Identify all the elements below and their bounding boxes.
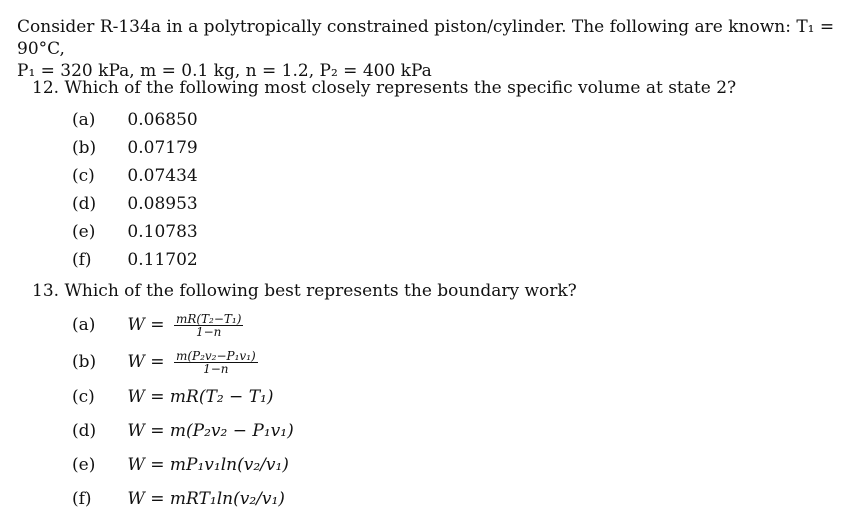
option-value: 0.10783 [127,222,198,242]
q12-option-f [72,250,198,270]
q12-option-a [72,110,198,130]
option-label: (d) [72,194,97,214]
option-value: 0.07179 [127,138,198,158]
option-value: 0.07434 [127,166,198,186]
option-lhs: W = [127,315,165,335]
option-label: (e) [72,222,96,242]
q13-option-f [72,489,285,509]
option-value: W = mR(T₂ − T₁) [127,387,274,407]
option-lhs: W = [127,352,165,372]
option-label: (e) [72,455,96,475]
q12-option-e [72,222,198,242]
fraction-numerator: mR(T₂−T₁) [175,312,242,326]
q12-option-d [72,194,198,214]
fraction-denominator: 1−n [195,325,222,339]
option-label: (a) [72,315,96,335]
fraction [174,313,243,338]
q13-option-d [72,421,294,441]
problem-line-2: P₁ = 320 kPa, m = 0.1 kg, n = 1.2, P₂ = 400 kPa [17,61,432,81]
question-12: 12. Which of the following most closely represents the specific volume at state 2? [32,78,737,98]
fraction [174,350,258,375]
problem-statement [17,16,847,82]
option-label: (d) [72,421,97,441]
option-value: W = mRT₁ln(v₂/v₁) [127,489,285,509]
option-label: (c) [72,387,95,407]
option-value: W = m(P₂v₂ − P₁v₁) [127,421,294,441]
q13-option-e [72,455,289,475]
problem-line-1: Consider R-134a in a polytropically constrained piston/cylinder. The following are known: T₁ = 90°C, [17,17,835,59]
option-label: (a) [72,110,96,130]
q13-option-c [72,387,273,407]
option-value: W = mP₁v₁ln(v₂/v₁) [127,455,289,475]
option-label: (f) [72,489,92,509]
q12-option-c [72,166,198,186]
option-label: (c) [72,166,95,186]
question-13: 13. Which of the following best represents the boundary work? [32,281,577,301]
option-label: (f) [72,250,92,270]
option-label: (b) [72,352,97,372]
q13-option-b [72,350,258,375]
q13-option-a [72,313,243,338]
fraction-denominator: 1−n [203,362,229,376]
option-label: (b) [72,138,97,158]
fraction-numerator: m(P₂v₂−P₁v₁) [175,349,256,363]
option-value: 0.06850 [127,110,198,130]
option-value: 0.11702 [127,250,198,270]
option-value: 0.08953 [127,194,198,214]
q12-option-b [72,138,198,158]
